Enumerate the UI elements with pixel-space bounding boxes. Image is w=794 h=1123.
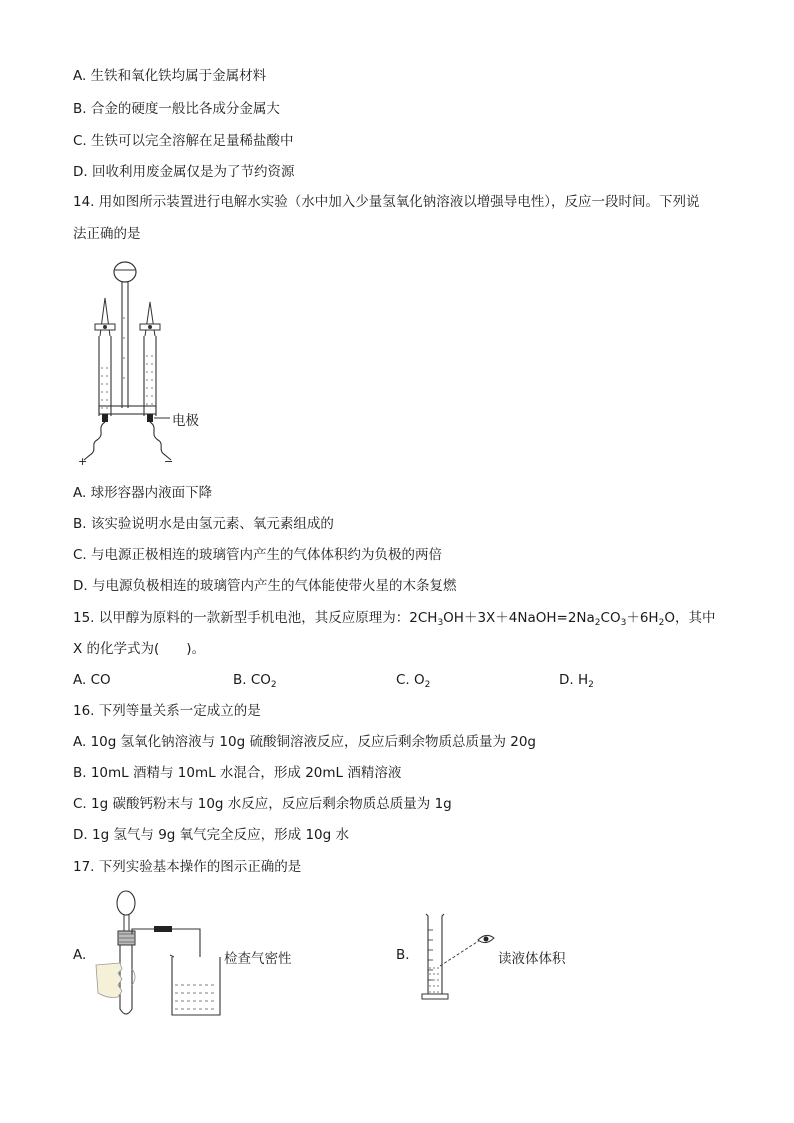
graduated-cylinder-figure bbox=[420, 910, 498, 1002]
q16-option-b: B. 10mL 酒精与 10mL 水混合，形成 20mL 酒精溶液 bbox=[73, 765, 402, 781]
q15-option-b bbox=[233, 671, 277, 694]
q15-stem-mid3: ＋6H bbox=[626, 610, 659, 626]
q15-option-d-sub: 2 bbox=[588, 680, 594, 690]
q16-option-a: A. 10g 氢氧化钠溶液与 10g 硫酸铜溶液反应，反应后剩余物质总质量为 20g bbox=[73, 734, 536, 750]
q16-option-c: C. 1g 碳酸钙粉末与 10g 水反应，反应后剩余物质总质量为 1g bbox=[73, 796, 452, 812]
q15-option-b-text: B. CO bbox=[233, 672, 271, 688]
q14-option-b: B. 该实验说明水是由氢元素、氧元素组成的 bbox=[73, 516, 334, 532]
q15-option-b-sub: 2 bbox=[270, 680, 277, 690]
q13-option-b: B. 合金的硬度一般比各成分金属大 bbox=[73, 101, 280, 117]
q15-stem-line2: X 的化学式为( )。 bbox=[73, 641, 206, 657]
q15-option-c-sub: 2 bbox=[424, 680, 431, 690]
q14-stem-line2: 法正确的是 bbox=[73, 226, 141, 242]
q16-option-d: D. 1g 氢气与 9g 氧气完全反应，形成 10g 水 bbox=[73, 827, 349, 843]
q15-sub-3b: 3 bbox=[620, 618, 627, 628]
q15-stem-mid2: CO bbox=[600, 610, 621, 626]
q17-option-a-letter: A. bbox=[73, 947, 87, 963]
q15-sub-3a: 3 bbox=[437, 618, 444, 628]
q13-option-c: C. 生铁可以完全溶解在足量稀盐酸中 bbox=[73, 133, 294, 149]
q15-stem-prefix: 15. 以甲醇为原料的一款新型手机电池，其反应原理为：2CH bbox=[73, 610, 438, 626]
q13-option-a: A. 生铁和氧化铁均属于金属材料 bbox=[73, 68, 267, 84]
q13-option-d: D. 回收利用废金属仅是为了节约资源 bbox=[73, 164, 295, 180]
q17-option-a-caption: 检查气密性 bbox=[224, 951, 292, 967]
q15-sub-2a: 2 bbox=[594, 618, 601, 628]
q15-option-c-text: C. O bbox=[396, 672, 425, 688]
q15-stem-suffix: O，其中 bbox=[664, 610, 716, 626]
q14-option-c: C. 与电源正极相连的玻璃管内产生的气体体积约为负极的两倍 bbox=[73, 547, 443, 563]
q14-option-a: A. 球形容器内液面下降 bbox=[73, 485, 213, 501]
q15-option-d-text: D. H bbox=[559, 672, 589, 688]
q15-option-a: A. CO bbox=[73, 672, 111, 688]
q17-option-b-letter: B. bbox=[396, 947, 410, 963]
q15-sub-2b: 2 bbox=[658, 618, 665, 628]
q15-stem-mid1: OH＋3X＋4NaOH=2Na bbox=[443, 610, 595, 626]
q15-option-c bbox=[396, 671, 430, 694]
negative-terminal-label: − bbox=[164, 455, 174, 468]
q15-option-d bbox=[559, 671, 594, 694]
electrode-label: 电极 bbox=[172, 413, 199, 429]
airtightness-check-figure bbox=[92, 887, 228, 1023]
q16-stem: 16. 下列等量关系一定成立的是 bbox=[73, 703, 261, 719]
q17-stem: 17. 下列实验基本操作的图示正确的是 bbox=[73, 859, 302, 875]
positive-terminal-label: + bbox=[78, 455, 88, 468]
electrolysis-apparatus-figure bbox=[78, 258, 218, 470]
q14-option-d: D. 与电源负极相连的玻璃管内产生的气体能使带火星的木条复燃 bbox=[73, 578, 457, 594]
q17-option-b-caption: 读液体体积 bbox=[498, 951, 566, 967]
q14-stem-line1: 14. 用如图所示装置进行电解水实验（水中加入少量氢氧化钠溶液以增强导电性），反应一段时间。下列说 bbox=[73, 194, 700, 210]
q15-stem-line1 bbox=[73, 609, 715, 632]
